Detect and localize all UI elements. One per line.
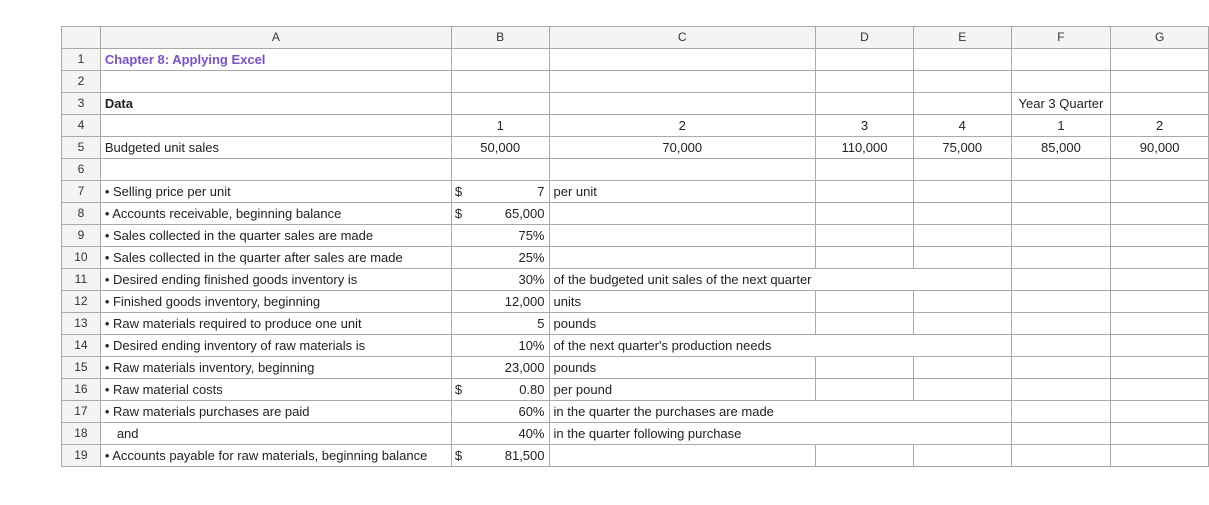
row-header[interactable]: 4: [62, 115, 101, 137]
column-header-row: [62, 27, 1209, 49]
cell[interactable]: [816, 445, 914, 467]
assumption-note[interactable]: units: [549, 291, 816, 313]
assumption-value: 0.80: [519, 382, 545, 397]
cell[interactable]: [913, 357, 1011, 379]
assumption-value-cell[interactable]: [451, 203, 549, 225]
assumption-value-cell[interactable]: [451, 181, 549, 203]
sheet-row: [62, 49, 1209, 71]
cell[interactable]: [816, 269, 914, 291]
budgeted-unit-sales-value[interactable]: 50,000: [451, 137, 549, 159]
assumption-value-cell[interactable]: [451, 225, 549, 247]
cell[interactable]: [1011, 203, 1111, 225]
column-header-b[interactable]: B: [451, 27, 549, 49]
sheet-row: [62, 181, 1209, 203]
assumption-label[interactable]: • Desired ending finished goods inventory is: [100, 269, 451, 291]
cell[interactable]: [1011, 401, 1111, 423]
cell[interactable]: [451, 93, 549, 115]
cell[interactable]: [816, 313, 914, 335]
sheet-row: [62, 159, 1209, 181]
cell[interactable]: [816, 379, 914, 401]
sheet-row: [62, 115, 1209, 137]
cell[interactable]: [913, 71, 1011, 93]
row-header[interactable]: 12: [62, 291, 101, 313]
column-header-c[interactable]: C: [549, 27, 816, 49]
sheet-row: [62, 423, 1209, 445]
cell[interactable]: [451, 71, 549, 93]
assumption-value: 75%: [518, 228, 545, 243]
cell[interactable]: [1011, 335, 1111, 357]
quarter-number[interactable]: 3: [816, 115, 914, 137]
cell[interactable]: [913, 423, 1011, 445]
row-header[interactable]: 17: [62, 401, 101, 423]
cell[interactable]: [913, 49, 1011, 71]
assumption-value-cell[interactable]: [451, 379, 549, 401]
cell[interactable]: [1011, 291, 1111, 313]
cell[interactable]: [913, 401, 1011, 423]
cell[interactable]: [549, 203, 816, 225]
assumption-label[interactable]: • Desired ending inventory of raw materials is: [100, 335, 451, 357]
cell[interactable]: [816, 423, 914, 445]
assumption-value: 12,000: [504, 294, 545, 309]
sheet-row: [62, 313, 1209, 335]
cell[interactable]: [1011, 445, 1111, 467]
cell[interactable]: [1111, 423, 1209, 445]
cell[interactable]: [1111, 247, 1209, 269]
sheet-row: [62, 401, 1209, 423]
assumption-value-cell[interactable]: [451, 401, 549, 423]
budgeted-unit-sales-value[interactable]: 70,000: [549, 137, 816, 159]
assumption-value: 7: [537, 184, 545, 199]
cell[interactable]: [816, 203, 914, 225]
cell[interactable]: [913, 159, 1011, 181]
cell[interactable]: [1011, 181, 1111, 203]
assumption-value-cell[interactable]: [451, 313, 549, 335]
cell[interactable]: [1011, 423, 1111, 445]
column-header-d[interactable]: D: [816, 27, 914, 49]
cell[interactable]: [913, 269, 1011, 291]
assumption-label[interactable]: • Selling price per unit: [100, 181, 451, 203]
sheet-title[interactable]: Chapter 8: Applying Excel: [100, 49, 451, 71]
cell[interactable]: [913, 225, 1011, 247]
cell[interactable]: [1011, 269, 1111, 291]
sheet-row: [62, 291, 1209, 313]
cell[interactable]: [816, 181, 914, 203]
currency-symbol: $: [454, 382, 463, 397]
cell[interactable]: [913, 445, 1011, 467]
assumption-note[interactable]: of the next quarter's production needs: [549, 335, 816, 357]
row-header[interactable]: 16: [62, 379, 101, 401]
row-header[interactable]: 15: [62, 357, 101, 379]
cell[interactable]: [1111, 181, 1209, 203]
cell[interactable]: [549, 49, 816, 71]
column-header-e[interactable]: E: [913, 27, 1011, 49]
quarter-number[interactable]: 1: [451, 115, 549, 137]
cell[interactable]: [913, 203, 1011, 225]
sheet-row: [62, 93, 1209, 115]
assumption-value-cell[interactable]: [451, 269, 549, 291]
cell[interactable]: [816, 93, 914, 115]
assumption-label[interactable]: • Accounts receivable, beginning balance: [100, 203, 451, 225]
column-header-a[interactable]: A: [100, 27, 451, 49]
assumption-value-cell[interactable]: [451, 247, 549, 269]
assumption-note[interactable]: per pound: [549, 379, 816, 401]
cell[interactable]: [816, 159, 914, 181]
budgeted-unit-sales-value[interactable]: 85,000: [1011, 137, 1111, 159]
assumption-value: 40%: [518, 426, 545, 441]
cell[interactable]: [1011, 159, 1111, 181]
cell[interactable]: [1111, 71, 1209, 93]
cell[interactable]: [816, 71, 914, 93]
cell[interactable]: [913, 379, 1011, 401]
assumption-value: 25%: [518, 250, 545, 265]
row-header[interactable]: 18: [62, 423, 101, 445]
row-header[interactable]: 19: [62, 445, 101, 467]
data-heading[interactable]: Data: [100, 93, 451, 115]
cell[interactable]: [816, 335, 914, 357]
cell[interactable]: [1011, 313, 1111, 335]
currency-symbol: $: [454, 206, 463, 221]
assumption-label[interactable]: and: [100, 423, 451, 445]
assumption-label[interactable]: • Raw material costs: [100, 379, 451, 401]
sheet-row: [62, 137, 1209, 159]
sheet-row: [62, 269, 1209, 291]
assumption-note[interactable]: pounds: [549, 313, 816, 335]
assumption-note[interactable]: per unit: [549, 181, 816, 203]
quarter-number[interactable]: 2: [1111, 115, 1209, 137]
cell[interactable]: [816, 247, 914, 269]
column-header-f[interactable]: F: [1011, 27, 1111, 49]
row-header[interactable]: 2: [62, 71, 101, 93]
cell[interactable]: [1011, 379, 1111, 401]
cell[interactable]: [816, 401, 914, 423]
cell[interactable]: [451, 159, 549, 181]
cell[interactable]: [1111, 313, 1209, 335]
assumption-label[interactable]: • Finished goods inventory, beginning: [100, 291, 451, 313]
cell[interactable]: [549, 445, 816, 467]
assumption-value: 10%: [518, 338, 545, 353]
row-header[interactable]: 6: [62, 159, 101, 181]
row-header[interactable]: 13: [62, 313, 101, 335]
assumption-note[interactable]: in the quarter following purchase: [549, 423, 816, 445]
assumption-value: 65,000: [504, 206, 545, 221]
cell[interactable]: [913, 181, 1011, 203]
assumption-label[interactable]: • Sales collected in the quarter sales are made: [100, 225, 451, 247]
budgeted-unit-sales-label[interactable]: Budgeted unit sales: [100, 137, 451, 159]
assumption-value: 81,500: [504, 448, 545, 463]
cell[interactable]: [1111, 379, 1209, 401]
row-header[interactable]: 8: [62, 203, 101, 225]
cell[interactable]: [1111, 445, 1209, 467]
cell[interactable]: [549, 71, 816, 93]
cell[interactable]: [1011, 247, 1111, 269]
sheet-row: [62, 247, 1209, 269]
assumption-value-cell[interactable]: [451, 291, 549, 313]
sheet-row: [62, 335, 1209, 357]
assumption-value: 60%: [518, 404, 545, 419]
row-header[interactable]: 3: [62, 93, 101, 115]
sheet-row: [62, 445, 1209, 467]
assumption-note[interactable]: pounds: [549, 357, 816, 379]
cell[interactable]: [913, 247, 1011, 269]
assumption-value-cell[interactable]: [451, 445, 549, 467]
sheet-row: [62, 203, 1209, 225]
cell[interactable]: [1111, 401, 1209, 423]
assumption-note[interactable]: in the quarter the purchases are made: [549, 401, 816, 423]
cell[interactable]: [1111, 93, 1209, 115]
cell[interactable]: [549, 159, 816, 181]
year3-quarter-label[interactable]: Year 3 Quarter: [1011, 93, 1111, 115]
sheet-row: [62, 225, 1209, 247]
cell[interactable]: [913, 291, 1011, 313]
cell[interactable]: [1111, 203, 1209, 225]
budgeted-unit-sales-value[interactable]: 110,000: [816, 137, 914, 159]
cell[interactable]: [1111, 269, 1209, 291]
cell[interactable]: [1111, 159, 1209, 181]
cell[interactable]: [549, 247, 816, 269]
assumption-label[interactable]: • Raw materials purchases are paid: [100, 401, 451, 423]
cell[interactable]: [816, 225, 914, 247]
cell[interactable]: [1111, 335, 1209, 357]
assumption-value-cell[interactable]: [451, 335, 549, 357]
assumption-label[interactable]: • Raw materials required to produce one unit: [100, 313, 451, 335]
cell[interactable]: [1011, 71, 1111, 93]
quarter-number[interactable]: 2: [549, 115, 816, 137]
cell[interactable]: [913, 313, 1011, 335]
assumption-label[interactable]: • Sales collected in the quarter after sales are made: [100, 247, 451, 269]
cell[interactable]: [1011, 49, 1111, 71]
cell[interactable]: [1111, 357, 1209, 379]
row-header[interactable]: 7: [62, 181, 101, 203]
assumption-note[interactable]: of the budgeted unit sales of the next quarter: [549, 269, 816, 291]
row-header[interactable]: 9: [62, 225, 101, 247]
cell[interactable]: [549, 225, 816, 247]
cell[interactable]: [1111, 225, 1209, 247]
row-header[interactable]: 10: [62, 247, 101, 269]
cell[interactable]: [816, 357, 914, 379]
sheet-row: [62, 357, 1209, 379]
sheet-row: [62, 379, 1209, 401]
assumption-value: 30%: [518, 272, 545, 287]
currency-symbol: $: [454, 184, 463, 199]
cell[interactable]: [1111, 291, 1209, 313]
row-header[interactable]: 5: [62, 137, 101, 159]
currency-symbol: $: [454, 448, 463, 463]
assumption-value: 5: [537, 316, 545, 331]
cell[interactable]: [1011, 225, 1111, 247]
cell[interactable]: [100, 115, 451, 137]
spreadsheet-grid: [61, 26, 1209, 467]
select-all-corner[interactable]: [62, 27, 101, 49]
column-header-g[interactable]: G: [1111, 27, 1209, 49]
quarter-number[interactable]: 4: [913, 115, 1011, 137]
row-header[interactable]: 1: [62, 49, 101, 71]
row-header[interactable]: 14: [62, 335, 101, 357]
cell[interactable]: [100, 159, 451, 181]
cell[interactable]: [549, 93, 816, 115]
cell[interactable]: [913, 335, 1011, 357]
budgeted-unit-sales-value[interactable]: 90,000: [1111, 137, 1209, 159]
assumption-value-cell[interactable]: [451, 357, 549, 379]
cell[interactable]: [1011, 357, 1111, 379]
cell[interactable]: [913, 93, 1011, 115]
assumption-label[interactable]: • Accounts payable for raw materials, beginning balance: [100, 445, 451, 467]
cell[interactable]: [451, 49, 549, 71]
cell[interactable]: [1111, 49, 1209, 71]
assumption-value-cell[interactable]: [451, 423, 549, 445]
budgeted-unit-sales-value[interactable]: 75,000: [913, 137, 1011, 159]
cell[interactable]: [100, 71, 451, 93]
assumption-value: 23,000: [504, 360, 545, 375]
quarter-number[interactable]: 1: [1011, 115, 1111, 137]
cell[interactable]: [816, 291, 914, 313]
cell[interactable]: [816, 49, 914, 71]
assumption-label[interactable]: • Raw materials inventory, beginning: [100, 357, 451, 379]
row-header[interactable]: 11: [62, 269, 101, 291]
sheet-row: [62, 71, 1209, 93]
